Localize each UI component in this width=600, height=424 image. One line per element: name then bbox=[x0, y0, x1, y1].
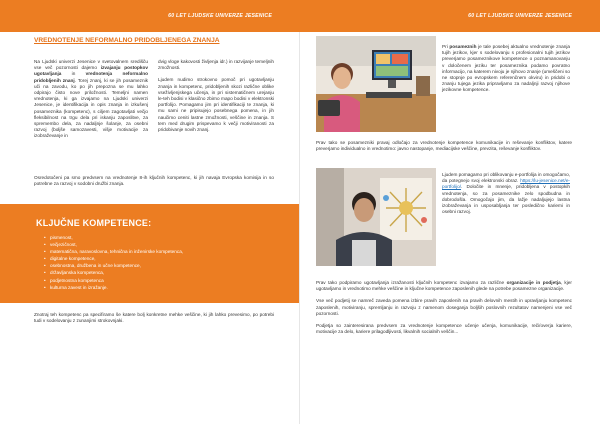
left-column-1 bbox=[34, 59, 148, 146]
list-item: • kulturna zavest in izražanje. bbox=[44, 284, 183, 291]
page-header-band-left bbox=[0, 0, 300, 32]
list-item: • podjetnostna kompetenca bbox=[44, 277, 183, 284]
key-competences-list bbox=[44, 234, 183, 291]
eportfolio-paragraph: Ljudem pomagamo pri oblikovanju e-portfolija in omogočamo, da potegnejo svoj elektronski obraz. https://lu-jesenice.net/e-portfolijo/. Določite in mnenje, pridobljena v postopkih vrednotenja, so za posameznike zelo spodbudna in dobrodošla. Omogočajo jim, da lažje nadaljujejo lastna izobraževanja in usposabljanja ter posledično kariemi in osebni razvoj. bbox=[442, 172, 570, 215]
goals-paragraph: dvig vloge kakovosti življenja idr.) in razvijanje temeljnih zmožnosti. bbox=[158, 59, 274, 71]
companies-paragraph: Vse več podjetij se namreč zaveda pomena izbire pravih zaposlenih na pravih delovnih mestih in upravljanju kompetenc zaposlenih, motiviranju, spremljanju in razvoju z namenom doseganja boljših poslovnih rezultatov namenjeni vse več pozornosti. bbox=[316, 298, 572, 316]
languages-paragraph: Pri posameznih je tale posebej aktualno vrednotenje znanja tujih jezikov, kjer s sodelovanju s profesionalni tujih jezikov preverjamo posameznikove kompetence o poznamanovanju v določenem jeziku ter posameznika podamo povratno informacijo, na katerem nivoju je njihovo znanje (umeščeni so ne stopnje po evropskem referenčnem okviru) in pridobi o znanju tujega jezika pripravljamo za nadaljnji razvoj njihove jezikovne kompetence. bbox=[442, 44, 570, 93]
list-item: • osebnostna, družbena in učne kompetence, bbox=[44, 262, 183, 269]
list-item: • pismenost, bbox=[44, 234, 183, 241]
soft-skills-paragraph: Znotraj teh kompetenc pa specifiramo še katere bolj konkretne mehke veščine, ki jih lahko prevesimo, po potrebi tudi v sodelovanju z zunanjimi strokovnjaki. bbox=[34, 312, 274, 324]
organizations-paragraph: Prav tako podpiramo ugotavljanja izražanosti ključnih kompetenc izvajamo za različne organizacije in podjetja, kjer ugotavljamo in vrednotimo mehke veščine in ključne kompetence zaposlenih glede na potrebe posamezne organizacije. Vse več podjetij se namreč zaveda pomena izbire pravih zaposlenih na pravih delovnih mestih in upravljanju kompetenc zaposlenih, motiviranju, spremljanju in razvoju z namenom doseganja boljših poslovnih rezultatov namenjeni vse več pozornosti. Podjetja so zainteresirana predvsem za vrednotenje kompetence učenje učenja, komunikacije, reči/overja kariere, motivacije za delo, kariere prilagodljivosti, likvalnih socialnih veščin... bbox=[316, 280, 572, 335]
key-competences-heading: KLJUČNE KOMPETENCE: bbox=[36, 218, 152, 228]
list-item: • državljanska kompetenca, bbox=[44, 269, 183, 276]
intro-paragraph: Na Ljudski univerzi Jesenice v svetovalnem središču vse več pozornosti dajemo izvajanju postopkov ugotavljanja in vrednotenja neformalno pridobljenih znanj. Torej znanj, ki se jih posameznik uči na zavodu, ko po jih prepozna se mu lahko odpirajo čisto nove priložnosti. Temeljni namen vrednotenja, ki ga izvajamo na Ljudski univerzi Jesenice, je identifikacija in opis znanja in izkušenj posameznika (kompetenc), s ciljem zagotavljati večjo fleksibilnost na trgu dela pri iskanju zaposlitve, za spremembo dela, za nadaljnje šolanje, za osebni razvoj (boljše samozavesti, višje motivacije za izobraževanje in bbox=[34, 59, 148, 139]
list-item: • matematična, naravoslovna, tehnična in inženirske kompetenca, bbox=[44, 248, 183, 255]
header-label-left: 60 LET LJUDSKE UNIVERZE JESENICE bbox=[168, 13, 272, 19]
key-competences-intro: Osredotočeni pa smo predvsem na vrednotenje 8-ih ključnih kompetenc, ki jih navaja Evropska komisija in so potrebne za razvoj v sodobni družbi znanja. bbox=[34, 175, 274, 187]
photo-portfolio-illustration bbox=[316, 168, 436, 266]
photo-portfolio-man bbox=[316, 168, 436, 266]
left-column-2 bbox=[158, 59, 274, 139]
photo-computer-illustration bbox=[316, 36, 436, 132]
header-label: 60 LET LJUDSKE UNIVERZE JESENICE bbox=[468, 13, 572, 19]
eportfolio-link[interactable]: https://lu-jesenice.net/e-portfolijo/ bbox=[442, 178, 570, 190]
page-header-band bbox=[300, 0, 600, 32]
support-paragraph: Ljudem nudimo strokovno pomoč pri ugotavljanju znanja in kompetenc, pridobljenih skozi različne oblike vseživljenjskega učenja, in pri sistematičnem urejanju le-teh bodisi v klasično zbirno mapo bodisi v elektronski portfolijo. Pomagamo jim pri identifikaciji te znanja, ki mu sami ne pripisujejo posebnega pomena, in jih naučimo ceniti lastne zmožnosti, veščine in znanja. S tem med drugim prispevamo k večji motiviranosti za pridobivanje novih znanj. bbox=[158, 77, 274, 133]
list-item: • večjezičnost, bbox=[44, 241, 183, 248]
key-competences-box bbox=[0, 204, 300, 303]
list-item: • digitalne kompetence, bbox=[44, 255, 183, 262]
interests-paragraph: Podjetja so zainteresirana predvsem za vrednotenje kompetence učenje učenja, komunikacije, reči/overja kariere, motivacije za delo, kariere prilagodljivosti, likvalnih socialnih veščin... bbox=[316, 323, 572, 335]
communication-paragraph: Prav tako se posamezniki pravaj odločajo za vrednotenje kompetence komunikacije in reševanje konfliktov, katere preverjamo individualno in vrednotimo: javno nastopanje, mediacijske veščine, prevzita, reševanje konfliktov. bbox=[316, 140, 572, 152]
section-title: VREDNOTENJE NEFORMALNO PRIDOBLJENEGA ZNANJA bbox=[34, 37, 220, 44]
photo-computer-desk bbox=[316, 36, 436, 132]
